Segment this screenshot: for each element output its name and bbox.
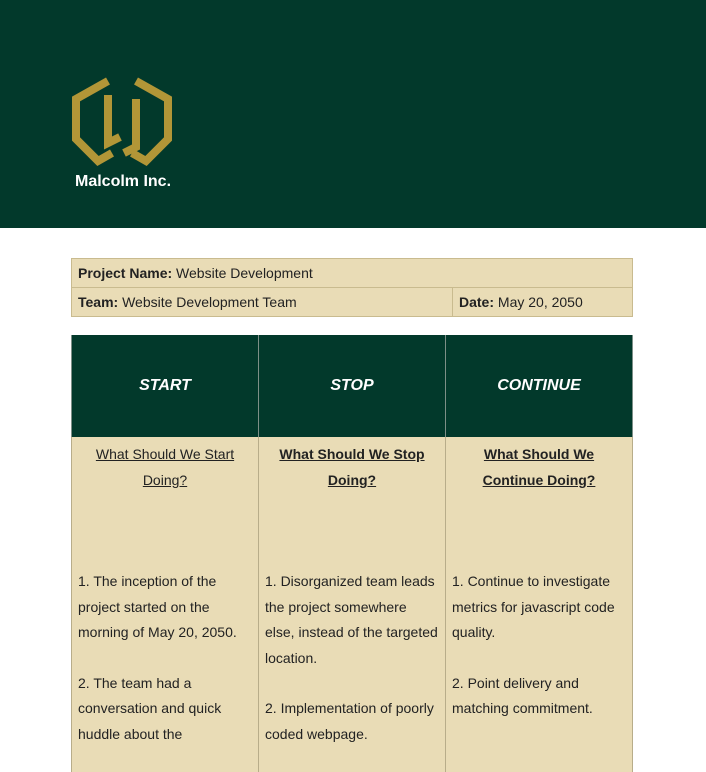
team-value: Website Development Team [122, 294, 297, 310]
project-cell [72, 259, 633, 288]
start-column-title: START [72, 335, 259, 437]
stop-column [259, 437, 446, 772]
project-info-table [71, 258, 633, 317]
continue-question: What Should We Continue Doing? [482, 446, 596, 488]
date-label: Date: [459, 294, 495, 310]
list-item: 1. Continue to investigate metrics for javascript code quality. [452, 573, 615, 640]
project-label: Project Name: [78, 265, 173, 281]
team-date-row [72, 288, 633, 317]
list-item: 1. Disorganized team leads the project somewhere else, instead of the targeted location. [265, 573, 438, 666]
continue-column [446, 437, 633, 772]
hexagon-logo-icon [68, 73, 176, 169]
company-name: Malcolm Inc. [75, 173, 172, 190]
table-body-row [72, 437, 633, 772]
stop-column-title: STOP [259, 335, 446, 437]
table-header-row [72, 335, 633, 437]
list-item: 2. The team had a conversation and quick huddle about the [78, 674, 222, 742]
start-column [72, 437, 259, 772]
start-question: What Should We Start Doing? [95, 446, 235, 488]
date-cell [453, 288, 633, 317]
project-row [72, 259, 633, 288]
stop-question: What Should We Stop Doing? [279, 446, 425, 488]
header-banner [0, 0, 706, 228]
list-item: 2. Implementation of poorly coded webpage. [265, 700, 434, 742]
team-cell [72, 288, 453, 317]
date-value: May 20, 2050 [497, 294, 583, 310]
start-stop-continue-table [71, 335, 633, 772]
team-label: Team: [78, 294, 119, 310]
list-item: 2. Point delivery and matching commitment. [452, 674, 593, 716]
list-item: 1. The inception of the project started on the morning of May 20, 2050. [78, 573, 237, 640]
continue-column-title: CONTINUE [446, 335, 633, 437]
project-value: Website Development [176, 265, 313, 281]
